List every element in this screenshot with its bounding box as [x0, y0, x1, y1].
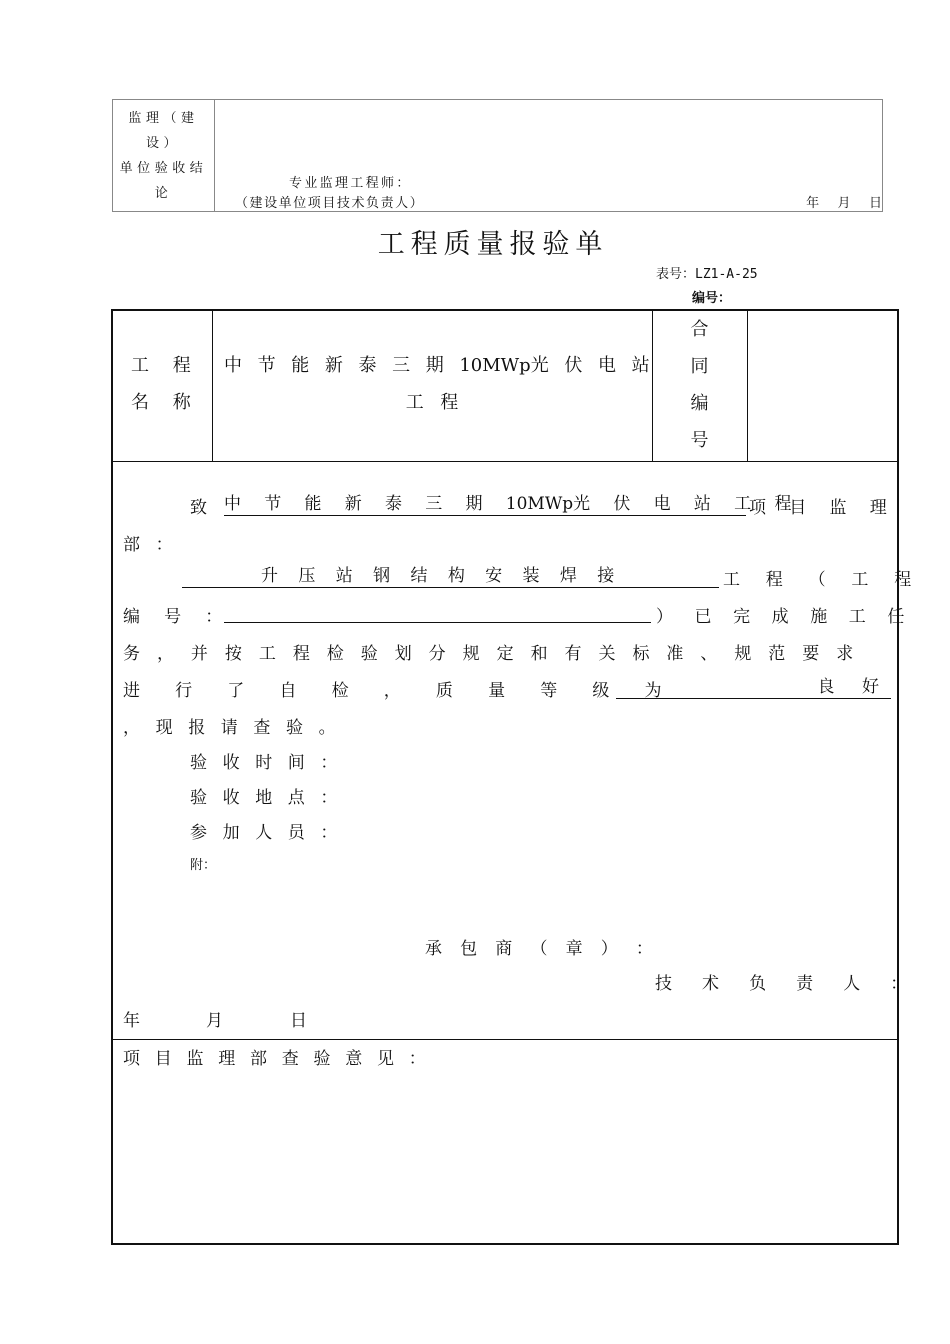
- project-label-line1: 工 程: [131, 355, 200, 376]
- contract-label-char: 合: [690, 319, 709, 340]
- inspection-form: [111, 309, 912, 1245]
- engineer-line: 专业监理工程师：: [289, 176, 412, 191]
- addressee-line2: 部 ：: [123, 535, 173, 555]
- supervision-label-line: 监理（建: [128, 111, 199, 126]
- work-suffix: 工 程 （ 工 程: [723, 570, 912, 590]
- serial-number-label: 编号：: [692, 291, 732, 306]
- supervision-date: 年 月 日: [806, 196, 882, 211]
- date-month: 月: [206, 1011, 223, 1031]
- addressee-prefix: 致: [190, 498, 207, 518]
- supervision-label-cell: [113, 100, 215, 211]
- project-name-line2: 工 程: [405, 392, 459, 413]
- code-suffix: ） 已 完 成 施 工 任: [656, 607, 905, 627]
- project-name-value-cell: [212, 311, 653, 461]
- review-opinion-label: 项 目 监 理 部 查 验 意 见 ：: [123, 1049, 426, 1069]
- supervision-label-line: 设）: [145, 136, 182, 151]
- quality-prefix: 进 行 了 自 检 ， 质 量 等 级 为: [123, 681, 662, 701]
- project-name-line1: 中 节 能 新 泰 三 期 10MWp光 伏 电 站: [224, 355, 650, 376]
- supervision-conclusion-table: [112, 99, 883, 212]
- date-day: 日: [290, 1011, 307, 1031]
- date-year: 年: [123, 1011, 140, 1031]
- owner-line: （建设单位项目技术负责人）: [235, 196, 425, 211]
- inspection-time-label: 验 收 时 间 ：: [190, 753, 338, 773]
- participants-label: 参 加 人 员 ：: [190, 823, 338, 843]
- contractor-seal-label: 承 包 商 （ 章 ） ：: [425, 939, 653, 959]
- contract-label-char: 号: [690, 430, 709, 451]
- review-opinion-area[interactable]: [113, 1071, 897, 1239]
- project-label-line2: 名 称: [131, 392, 200, 413]
- supervision-label-line: 单位验收结: [119, 161, 208, 176]
- technical-lead-label: 技 术 负 责 人 ：: [655, 974, 908, 994]
- contract-label-char: 同: [690, 356, 709, 377]
- project-name-label-cell: [113, 311, 213, 461]
- review-divider: [113, 1039, 897, 1040]
- report-body: [113, 461, 912, 1039]
- contract-number-value[interactable]: [747, 311, 897, 461]
- inspection-place-label: 验 收 地 点 ：: [190, 788, 338, 808]
- quality-grade: 良 好: [616, 676, 891, 699]
- contract-label-char: 编: [690, 393, 709, 414]
- page-title: 工程质量报验单: [377, 229, 609, 260]
- addressee-suffix: 项 目 监 理: [749, 498, 887, 518]
- work-name: 升 压 站 钢 结 构 安 装 焊 接: [182, 565, 719, 588]
- addressee-target: 中 节 能 新 泰 三 期 10MWp光 伏 电 站 工 程: [224, 494, 792, 514]
- attachment-label: 附：: [190, 858, 217, 873]
- form-number: 表号：LZ1-A-25: [656, 267, 758, 282]
- work-code-field[interactable]: [224, 602, 651, 623]
- supervision-label-line: 论: [154, 186, 173, 201]
- request-line: ， 现 报 请 查 验 。: [123, 718, 336, 738]
- code-label: 编 号 ：: [123, 607, 223, 627]
- body-line-standards: 务 ， 并 按 工 程 检 验 划 分 规 定 和 有 关 标 准 、 规 范 要 求: [123, 644, 854, 664]
- contract-label-cell: [652, 311, 748, 461]
